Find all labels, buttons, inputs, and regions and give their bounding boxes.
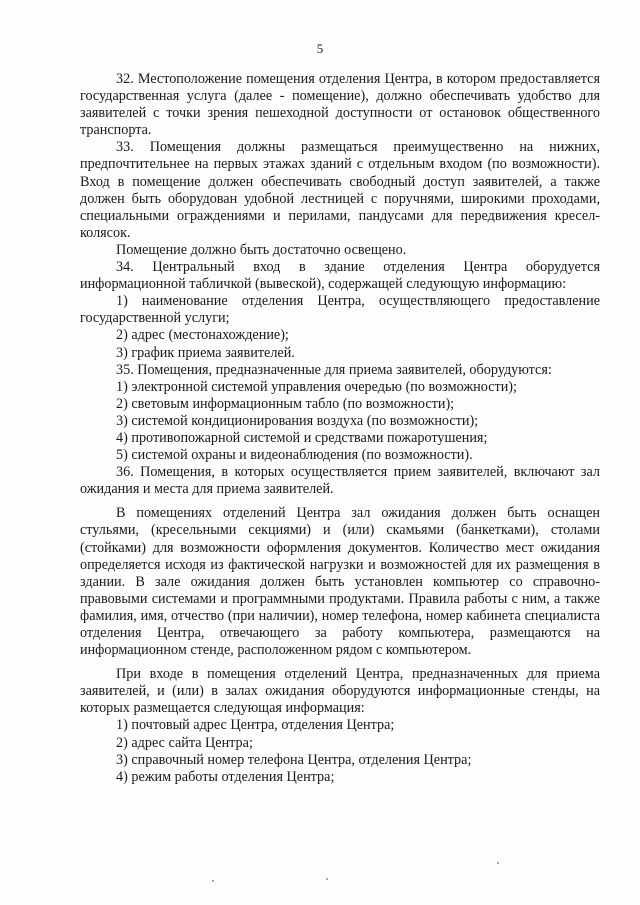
paragraph-info-stands: При входе в помещения отделений Центра, предназначенных для приема заявителей, и (или) в залах ожидания оборудуются информационные стенды, на которых размещается следующая информация: [80, 666, 600, 717]
list-item: 1) электронной системой управления очередью (по возможности); [116, 378, 517, 395]
page-number: 5 [316, 41, 324, 56]
list-item: 4) режим работы отделения Центра; [116, 768, 335, 785]
list-item: 2) адрес сайта Центра; [116, 734, 253, 751]
scan-speck [326, 878, 328, 880]
scan-speck [497, 862, 499, 864]
scan-speck [212, 880, 214, 882]
list-item: 2) адрес (местонахождение); [116, 327, 289, 344]
list-item: 2) световым информационным табло (по возможности); [116, 395, 455, 412]
list-item: 3) график приема заявителей. [116, 344, 295, 361]
list-item: 1) почтовый адрес Центра, отделения Центра; [116, 717, 395, 734]
list-item: 1) наименование отделения Центра, осуществляющего предоставление государственной услуги; [80, 293, 600, 327]
paragraph-32: 32. Местоположение помещения отделения Центра, в котором предоставляется государственная услуга (далее - помещение), должно обеспечивать удобство для заявителей с точки зрения пешеходной доступности от остановок общественного транспорта. [80, 71, 600, 139]
document-body [80, 71, 600, 786]
paragraph-33: 33. Помещения должны размещаться преимущественно на нижних, предпочтительнее на первых этажах зданий с отдельным входом (по возможности). Вход в помещение должен обеспечивать свободный доступ заявителей, а также должен быть оборудован удобной лестницей с поручнями, широкими проходами, специальными ограждениями и перилами, пандусами для передвижения кресел-колясок. [80, 139, 600, 241]
paragraph-waiting-hall: В помещениях отделений Центра зал ожидания должен быть оснащен стульями, (кресельными секциями) и (или) скамьями (банкетками), столами (стойками) для возможности оформления документов. Количество мест ожидания определяется исходя из фактической нагрузки и возможностей для их размещения в здании. В зале ожидания должен быть установлен компьютер со справочно-правовыми системами и программными продуктами. Правила работы с ним, а также фамилия, имя, отчество (при наличии), номер телефона, номер кабинета специалиста отделения Центра, отвечающего за работу компьютера, размещаются на информационном стенде, расположенном рядом с компьютером. [80, 505, 600, 659]
list-item: 5) системой охраны и видеонаблюдения (по возможности). [116, 447, 473, 464]
list-item: 4) противопожарной системой и средствами пожаротушения; [116, 429, 488, 446]
list-item: 3) системой кондиционирования воздуха (по возможности); [116, 412, 479, 429]
paragraph-35: 35. Помещения, предназначенные для приема заявителей, оборудуются: [116, 361, 552, 378]
paragraph-lighting: Помещение должно быть достаточно освещено. [116, 241, 407, 258]
list-item: 3) справочный номер телефона Центра, отделения Центра; [116, 751, 472, 768]
paragraph-34: 34. Центральный вход в здание отделения Центра оборудуется информационной табличкой (вывеской), содержащей следующую информацию: [80, 259, 600, 293]
paragraph-36: 36. Помещения, в которых осуществляется прием заявителей, включают зал ожидания и места для приема заявителей. [80, 464, 600, 498]
